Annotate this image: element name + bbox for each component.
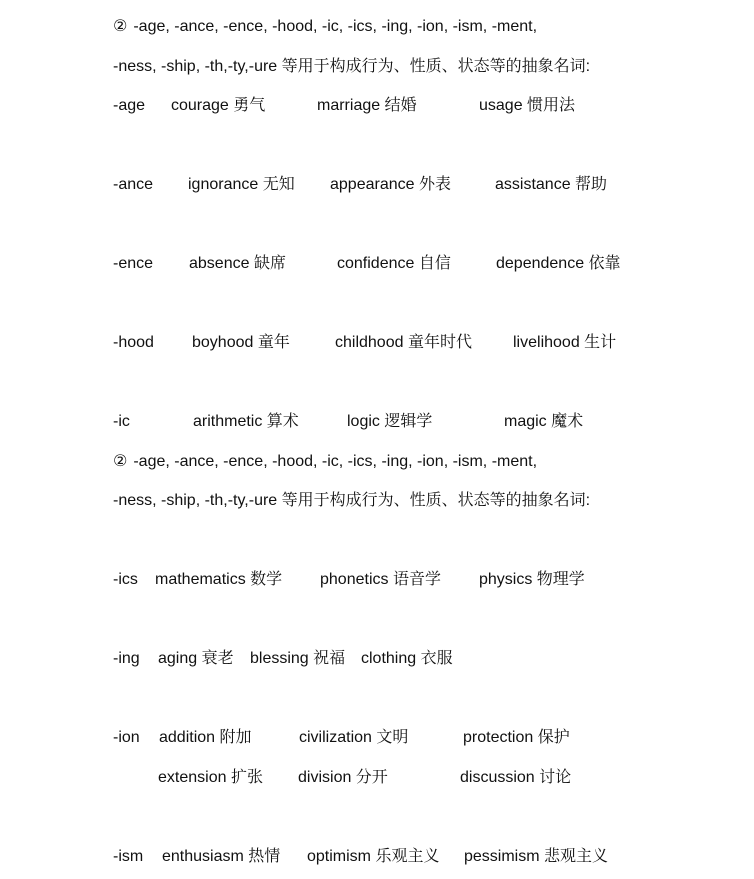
- example-word: physics 物理学: [479, 571, 585, 588]
- example-word: livelihood 生计: [513, 334, 617, 351]
- section-heading-line-2: [113, 55, 590, 79]
- circled-number-marker: ②: [113, 453, 128, 470]
- example-word: clothing 衣服: [361, 650, 453, 667]
- example-word: optimism 乐观主义: [307, 848, 440, 865]
- heading-suffix-list: -age, -ance, -ence, -hood, -ic, -ics, -ing, -ion, -ism, -ment,: [133, 453, 538, 470]
- section-heading-line-1: [113, 450, 537, 474]
- example-word: appearance 外表: [330, 176, 451, 193]
- example-word: childhood 童年时代: [335, 334, 472, 351]
- suffix-label: -ism: [113, 848, 144, 865]
- example-word: pessimism 悲观主义: [464, 848, 609, 865]
- example-word: division 分开: [298, 769, 388, 786]
- example-word: extension 扩张: [158, 769, 263, 786]
- example-word: marriage 结婚: [317, 97, 417, 114]
- example-word: dependence 依靠: [496, 255, 621, 272]
- example-word: magic 魔术: [504, 413, 584, 430]
- suffix-label: -ance: [113, 176, 154, 193]
- suffix-label: -ics: [113, 571, 138, 588]
- example-word: arithmetic 算术: [193, 413, 299, 430]
- circled-number-marker: ②: [113, 18, 128, 35]
- heading-description: -ness, -ship, -th,-ty,-ure 等用于构成行为、性质、状态等的抽象名词:: [113, 492, 591, 509]
- heading-description: -ness, -ship, -th,-ty,-ure 等用于构成行为、性质、状态等的抽象名词:: [113, 58, 591, 75]
- example-word: usage 惯用法: [479, 97, 576, 114]
- suffix-label: -hood: [113, 334, 154, 351]
- example-word: confidence 自信: [337, 255, 451, 272]
- heading-suffix-list: -age, -ance, -ence, -hood, -ic, -ics, -ing, -ion, -ism, -ment,: [133, 18, 538, 35]
- example-word: civilization 文明: [299, 729, 409, 746]
- suffix-label: -ic: [113, 413, 130, 430]
- example-word: discussion 讨论: [460, 769, 572, 786]
- suffix-label: -age: [113, 97, 146, 114]
- example-word: logic 逻辑学: [347, 413, 433, 430]
- example-word: courage 勇气: [171, 97, 266, 114]
- example-word: absence 缺席: [189, 255, 286, 272]
- section-heading-line-1: [113, 15, 537, 39]
- example-word: protection 保护: [463, 729, 570, 746]
- example-word: enthusiasm 热情: [162, 848, 281, 865]
- example-word: aging 衰老: [158, 650, 234, 667]
- suffix-label: -ion: [113, 729, 140, 746]
- example-word: blessing 祝福: [250, 650, 346, 667]
- example-word: phonetics 语音学: [320, 571, 441, 588]
- example-word: ignorance 无知: [188, 176, 295, 193]
- example-word: mathematics 数学: [155, 571, 283, 588]
- suffix-label: -ence: [113, 255, 154, 272]
- section-heading-line-2: [113, 489, 590, 513]
- example-word: assistance 帮助: [495, 176, 608, 193]
- example-word: addition 附加: [159, 729, 252, 746]
- example-word: boyhood 童年: [192, 334, 290, 351]
- suffix-label: -ing: [113, 650, 140, 667]
